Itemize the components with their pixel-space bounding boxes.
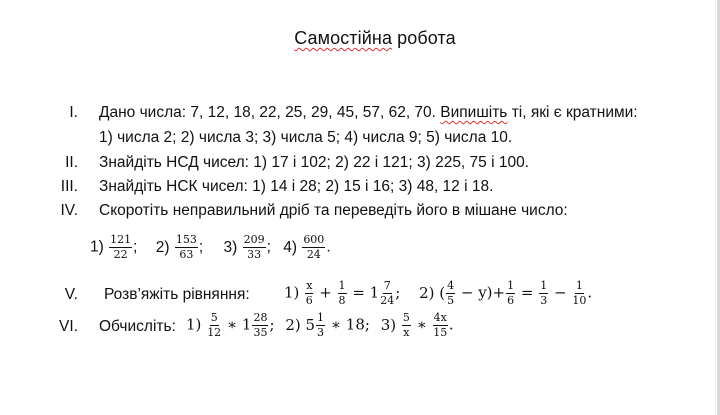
eq-1-frac-2 <box>338 280 347 307</box>
eq-1-end: ; <box>395 283 401 302</box>
item-1-line-1 <box>99 104 638 122</box>
eq-2-frac-1-den: 5 <box>447 294 455 307</box>
item-5-text: Розв’яжіть рівняння: <box>104 286 250 303</box>
eq-1-label: 1) <box>284 283 300 302</box>
calc-3-label: 3) <box>380 315 397 334</box>
calc-1-frac-2-num: 28 <box>253 311 268 324</box>
title-word-1: Самостійна <box>294 28 393 48</box>
item-4-text: Скоротіть неправильний дріб та переведіть його в мішане число: <box>99 202 568 219</box>
item-5-equations <box>284 280 592 307</box>
calc-1-frac-1 <box>207 312 221 339</box>
calc-3-frac-2-num: 4x <box>433 311 447 324</box>
frac-iv-4-den: 24 <box>306 248 321 261</box>
item-6-expressions <box>186 312 454 339</box>
frac-iv-2-label: 2) <box>155 238 170 256</box>
frac-iv-4 <box>302 234 325 261</box>
page-edge-line <box>715 0 716 415</box>
frac-iv-1-label: 1) <box>90 238 104 256</box>
item-number-4: IV. <box>60 202 78 219</box>
calc-2-frac-1-num: 1 <box>317 311 325 324</box>
item-4-fractions <box>90 234 331 261</box>
calc-3-frac-1-den: x <box>403 326 410 339</box>
title-word-2: робота <box>397 28 456 48</box>
frac-iv-1-num: 121 <box>110 233 132 246</box>
frac-iv-4-label: 4) <box>283 238 297 256</box>
eq-2-frac-4 <box>572 280 586 307</box>
item-number-5: V. <box>64 286 78 303</box>
frac-iv-2-den: 63 <box>179 248 194 261</box>
calc-1-frac-2-den: 35 <box>253 326 268 339</box>
calc-1-label: 1) <box>186 315 202 334</box>
frac-iv-1 <box>109 234 132 261</box>
item-6-text: Обчисліть: <box>99 318 176 335</box>
document-title <box>0 28 720 49</box>
calc-3-end: . <box>448 315 454 334</box>
frac-iv-3-label: 3) <box>223 238 238 256</box>
frac-iv-2-num: 153 <box>175 233 197 246</box>
calc-3-frac-2-den: 15 <box>433 326 448 339</box>
eq-2-frac-4-num: 1 <box>575 279 583 292</box>
eq-1-frac-2-num: 1 <box>338 279 346 292</box>
calc-1-end: ; <box>269 315 275 334</box>
frac-iv-2 <box>175 234 198 261</box>
calc-3-frac-1-num: 5 <box>402 311 410 324</box>
calc-3-frac-2 <box>433 312 448 339</box>
eq-1-frac-3 <box>380 280 394 307</box>
eq-2-frac-1 <box>446 280 455 307</box>
eq-2-label: 2) ( <box>419 283 446 302</box>
eq-2-mid: − y)+ <box>460 283 506 302</box>
calc-2-frac-1-den: 3 <box>317 326 325 339</box>
eq-1-frac-1 <box>305 280 313 307</box>
frac-iv-1-sep: ; <box>133 238 138 256</box>
item-1-text-a: Дано числа: 7, 12, 18, 22, 25, 29, 45, 57, 62, 70. <box>99 104 441 121</box>
calc-1-op: ∗ 1 <box>226 315 252 334</box>
eq-1-equals: = 1 <box>352 283 380 302</box>
item-1-line-2: 1) числа 2; 2) числа 3; 3) числа 5; 4) числа 9; 5) числа 10. <box>99 129 513 146</box>
eq-1-frac-2-den: 8 <box>338 294 346 307</box>
eq-2-end: . <box>587 283 593 302</box>
eq-2-frac-2 <box>506 280 515 307</box>
frac-iv-3 <box>243 234 266 261</box>
eq-2-frac-3-den: 3 <box>540 294 548 307</box>
frac-iv-4-num: 600 <box>303 233 325 246</box>
eq-2-frac-2-den: 6 <box>507 294 515 307</box>
calc-2-label: 2) 5 <box>285 315 316 334</box>
item-number-6: VI. <box>59 318 78 335</box>
item-3-text: Знайдіть НСК чисел: 1) 14 і 28; 2) 15 і 16; 3) 48, 12 і 18. <box>99 178 494 195</box>
calc-3-op: ∗ <box>416 315 427 334</box>
eq-2-frac-4-den: 10 <box>572 294 587 307</box>
frac-iv-3-num: 209 <box>243 233 265 246</box>
eq-1-frac-1-den: 6 <box>305 294 313 307</box>
calc-2-rest: ∗ 18; <box>330 315 370 334</box>
eq-2-frac-3 <box>539 280 548 307</box>
eq-1-plus: + <box>319 283 332 302</box>
calc-1-frac-2 <box>252 312 268 339</box>
eq-1-frac-3-num: 7 <box>383 279 391 292</box>
frac-iv-2-sep: ; <box>198 238 204 256</box>
item-number-2: II. <box>65 154 78 171</box>
eq-2-equals: = <box>520 283 534 302</box>
frac-iv-3-den: 33 <box>247 248 262 261</box>
item-number-3: III. <box>60 178 78 195</box>
item-number-1: I. <box>69 104 78 121</box>
frac-iv-4-sep: . <box>326 238 331 256</box>
calc-1-frac-1-den: 12 <box>207 326 222 339</box>
item-1-text-b: Випишіть <box>440 104 508 121</box>
eq-2-minus: − <box>554 283 567 302</box>
item-2-text: Знайдіть НСД чисел: 1) 17 і 102; 2) 22 і 121; 3) 225, 75 і 100. <box>99 154 530 171</box>
eq-2-frac-3-num: 1 <box>540 279 548 292</box>
eq-1-frac-3-den: 24 <box>380 294 395 307</box>
calc-3-frac-1 <box>402 312 411 339</box>
frac-iv-1-den: 22 <box>113 248 128 261</box>
calc-1-frac-1-num: 5 <box>210 311 218 324</box>
calc-2-frac-1 <box>316 312 325 339</box>
frac-iv-3-sep: ; <box>266 238 271 256</box>
eq-2-frac-2-num: 1 <box>507 279 515 292</box>
item-1-text-c: ті, які є кратними: <box>507 104 638 121</box>
eq-2-frac-1-num: 4 <box>447 279 455 292</box>
eq-1-frac-1-num: x <box>306 279 313 292</box>
